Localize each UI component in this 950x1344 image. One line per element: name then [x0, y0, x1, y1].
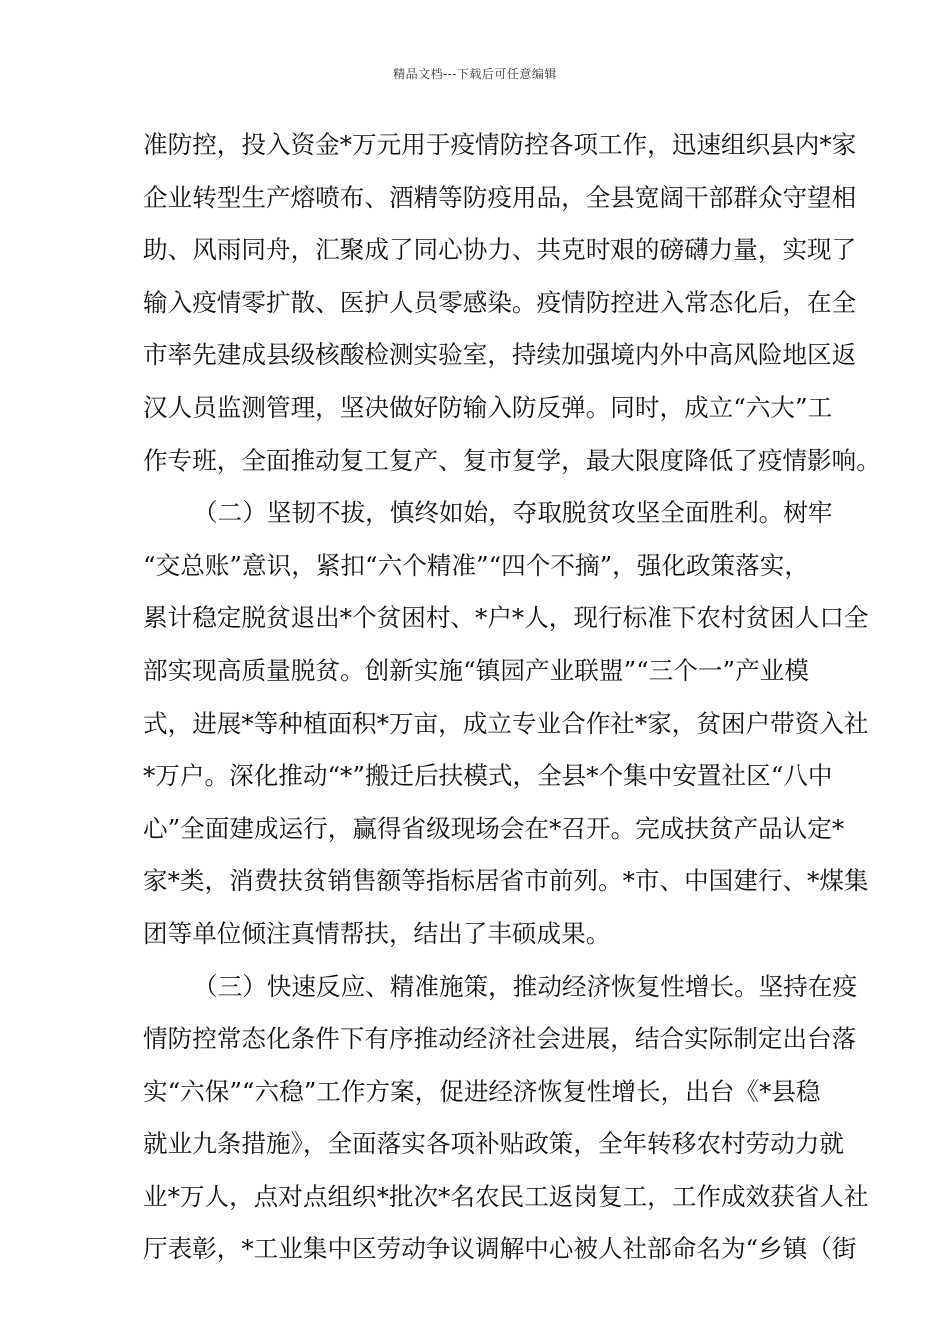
- text-line: “交总账”意识，紧扣“六个精准”“四个不摘”，强化政策落实，: [143, 550, 809, 580]
- text-line: 部实现高质量脱贫。创新实施“镇园产业联盟”“三个一”产业模: [143, 655, 809, 685]
- text-line: 实“六保”“六稳”工作方案，促进经济恢复性增长，出台《*县稳: [143, 1076, 821, 1106]
- text-line: 企业转型生产熔喷布、酒精等防疫用品，全县宽阔干部群众守望相: [143, 182, 857, 212]
- text-line: 团等单位倾注真情帮扶，结出了丰硕成果。: [143, 918, 611, 948]
- text-line: *万户。深化推动“*”搬迁后扶模式，全县*个集中安置社区“八中: [143, 761, 833, 791]
- text-line: 准防控，投入资金*万元用于疫情防控各项工作，迅速组织县内*家: [143, 130, 857, 159]
- text-line: 累计稳定脱贫退出*个贫困村、*户*人，现行标准下农村贫困人口全: [143, 603, 869, 633]
- text-line: 助、风雨同舟，汇聚成了同心协力、共克时艰的磅礴力量，实现了: [143, 235, 857, 265]
- text-line: 家*类，消费扶贫销售额等指标居省市前列。*市、中国建行、*煤集: [143, 866, 869, 896]
- text-line: 厅表彰，*工业集中区劳动争议调解中心被人社部命名为“乡镇（街: [143, 1234, 857, 1264]
- text-line: 作专班，全面推动复工复产、复市复学，最大限度降低了疫情影响。: [143, 445, 881, 475]
- text-line: 业*万人，点对点组织*批次*名农民工返岗复工，工作成效获省人社: [143, 1181, 869, 1211]
- text-line: 市率先建成县级核酸检测实验室，持续加强境内外中高风险地区返: [143, 340, 857, 370]
- page-header: 精品文档---下载后可任意编辑: [393, 67, 557, 81]
- text-line: 输入疫情零扩散、医护人员零感染。疫情防控进入常态化后，在全: [143, 287, 857, 317]
- section-heading-line: （二）坚韧不拔，慎终如始，夺取脱贫攻坚全面胜利。树牢: [193, 498, 833, 528]
- text-line: 情防控常态化条件下有序推动经济社会进展，结合实际制定出台落: [143, 1024, 857, 1054]
- text-line: 心”全面建成运行，赢得省级现场会在*召开。完成扶贫产品认定*: [143, 813, 845, 843]
- document-body: [143, 128, 881, 1285]
- text-line: 式，进展*等种植面积*万亩，成立专业合作社*家，贫困户带资入社: [143, 708, 869, 738]
- text-line: 汉人员监测管理，坚决做好防输入防反弹。同时，成立“六大”工: [143, 392, 833, 422]
- section-heading-line: （三）快速反应、精准施策，推动经济恢复性增长。坚持在疫: [193, 971, 858, 1001]
- text-line: 就业九条措施》，全面落实各项补贴政策，全年转移农村劳动力就: [143, 1129, 844, 1159]
